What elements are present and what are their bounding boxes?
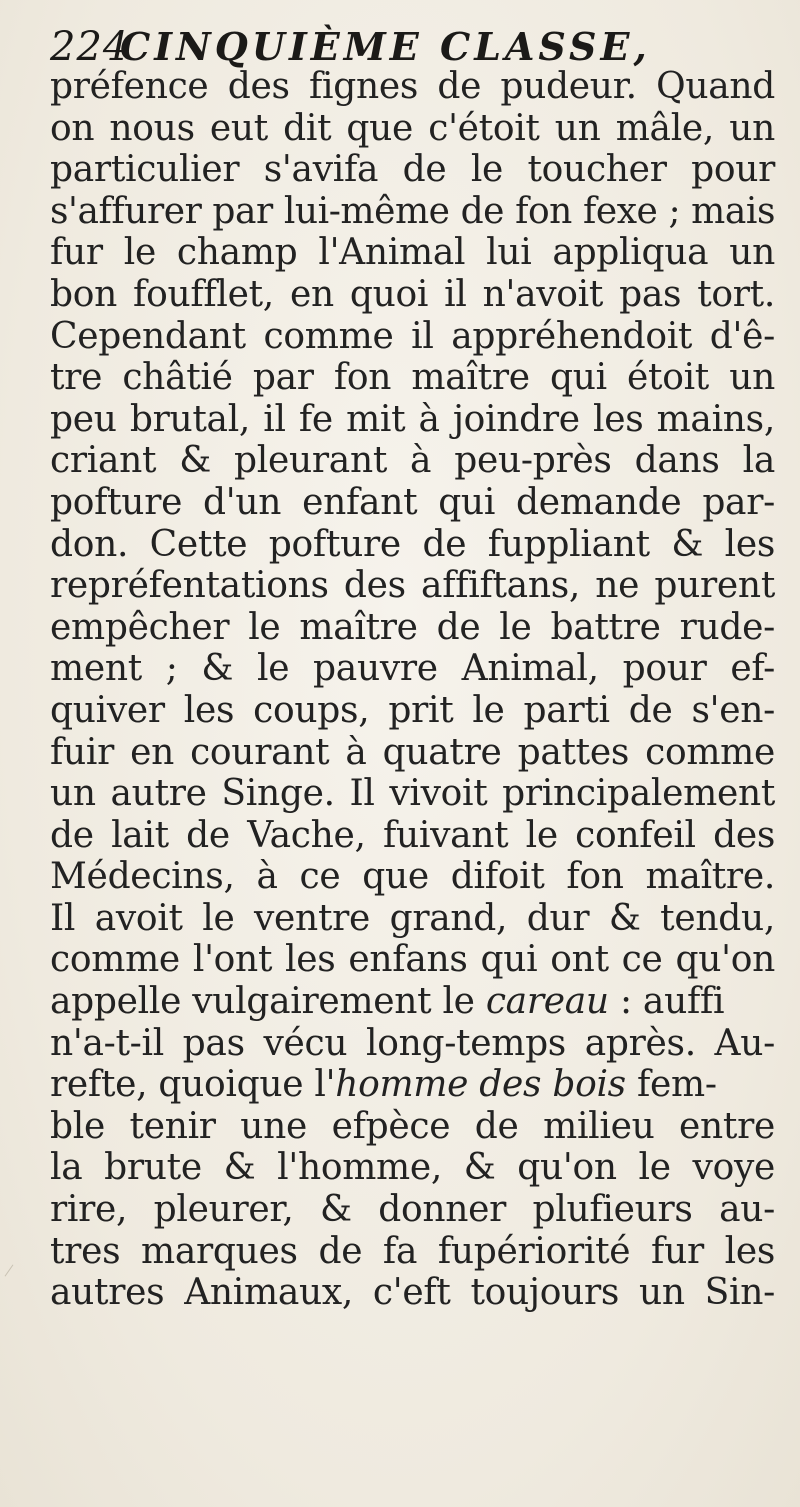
text-line: n'a-t-il pas vécu long-temps après. Au-	[50, 1022, 775, 1064]
running-title: CINQUIÈME CLASSE,	[120, 24, 651, 69]
text-line: Médecins, à ce que difoit fon maître.	[50, 856, 775, 898]
text-line: peu brutal, il fe mit à joindre les mains,	[50, 398, 775, 440]
text-line: s'affurer par lui-même de fon fexe ; mais	[50, 190, 775, 232]
text-line: la brute & l'homme, & qu'on le voye	[50, 1147, 775, 1189]
text-line: criant & pleurant à peu-près dans la	[50, 440, 775, 482]
text-segment: : auffi	[608, 981, 725, 1023]
text-line: autres Animaux, c'eft toujours un Sin-	[50, 1272, 775, 1314]
text-line: fuir en courant à quatre pattes comme	[50, 731, 775, 773]
text-line: quiver les coups, prit le parti de s'en-	[50, 689, 775, 731]
text-segment: appelle vulgairement le	[50, 981, 486, 1023]
text-line: pofture d'un enfant qui demande par-	[50, 481, 775, 523]
page-number: 224	[50, 24, 130, 70]
text-line: bon foufflet, en quoi il n'avoit pas tort.	[50, 273, 775, 315]
text-line: empêcher le maître de le battre rude-	[50, 606, 775, 648]
text-line: don. Cette pofture de fuppliant & les	[50, 523, 775, 565]
text-line: préfence des fignes de pudeur. Quand	[50, 66, 775, 107]
text-line: Cependant comme il appréhendoit d'ê-	[50, 315, 775, 357]
body-text	[50, 66, 775, 1314]
text-line	[50, 1064, 775, 1106]
text-line: on nous eut dit que c'étoit un mâle, un	[50, 107, 775, 149]
text-line: rire, pleurer, & donner plufieurs au-	[50, 1189, 775, 1231]
text-line: un autre Singe. Il vivoit principalement	[50, 773, 775, 815]
text-line: fur le champ l'Animal lui appliqua un	[50, 232, 775, 274]
paper-mark	[5, 1264, 14, 1276]
text-line: particulier s'avifa de le toucher pour	[50, 149, 775, 191]
text-line: ment ; & le pauvre Animal, pour ef-	[50, 648, 775, 690]
italic-term: careau	[485, 981, 609, 1023]
text-line: tre châtié par fon maître qui étoit un	[50, 357, 775, 399]
text-line: Il avoit le ventre grand, dur & tendu,	[50, 897, 775, 939]
text-line: de lait de Vache, fuivant le confeil des	[50, 814, 775, 856]
text-line: ble tenir une efpèce de milieu entre	[50, 1105, 775, 1147]
text-segment: fem-	[625, 1064, 717, 1106]
italic-term: homme des bois	[335, 1064, 626, 1106]
text-line: comme l'ont les enfans qui ont ce qu'on	[50, 939, 775, 981]
text-line	[50, 981, 775, 1023]
text-line: repréfentations des affiftans, ne purent	[50, 565, 775, 607]
text-line: tres marques de fa fupériorité fur les	[50, 1230, 775, 1272]
text-segment: refte, quoique l'	[50, 1064, 336, 1106]
